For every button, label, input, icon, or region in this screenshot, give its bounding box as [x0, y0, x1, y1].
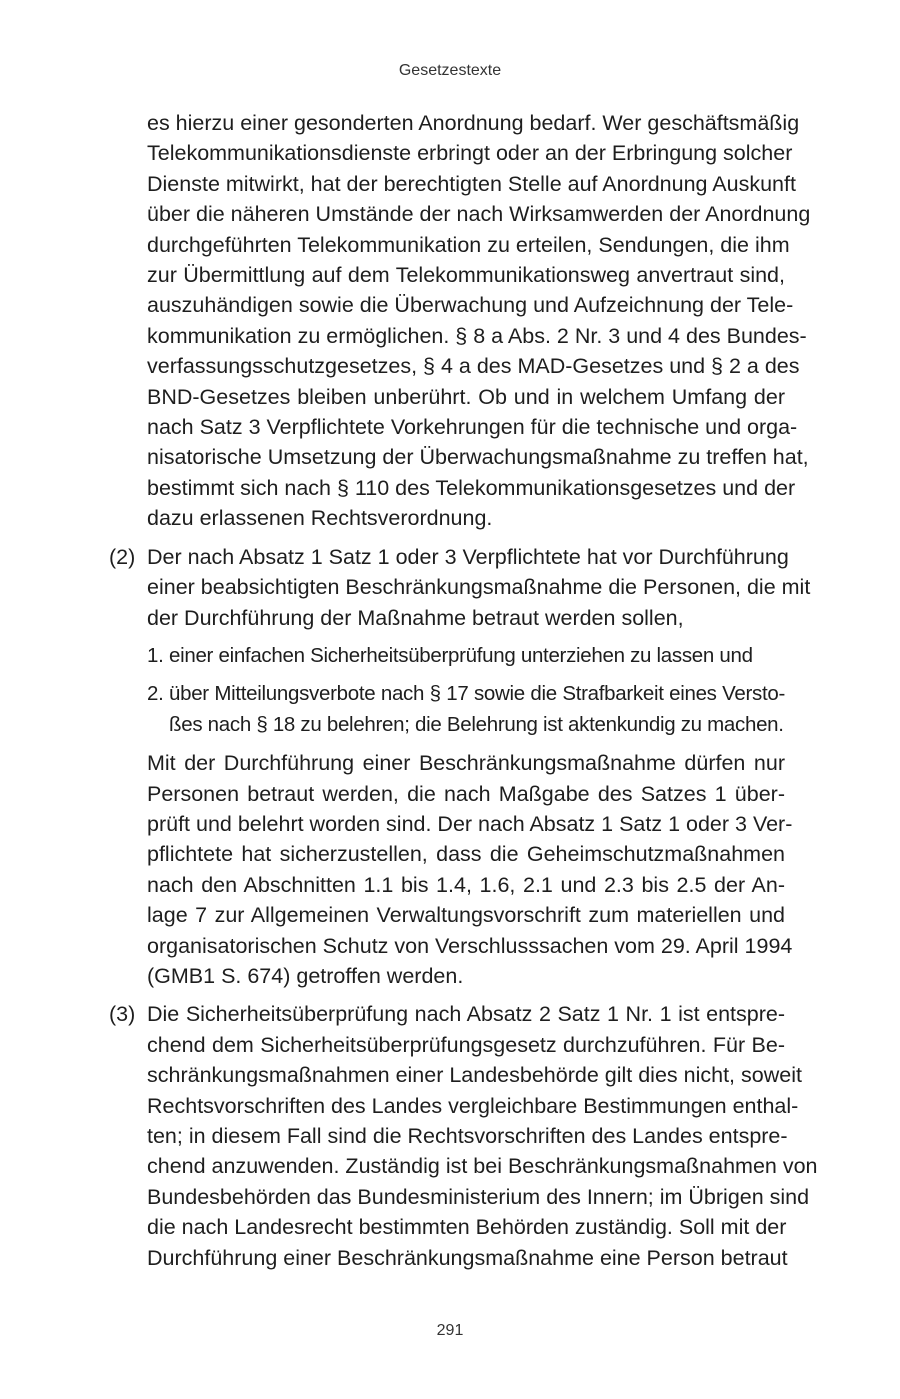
text-line: einer beabsichtigten Beschränkungsmaßnahme die Personen, die mit: [147, 575, 811, 600]
list-item-text: [169, 679, 785, 740]
text-line: organisatorischen Schutz von Verschlusssachen vom 29. April 1994: [147, 933, 793, 958]
text-line: bestimmt sich nach § 110 des Telekommunikationsgesetzes und der: [147, 475, 796, 500]
list-item-text: [169, 641, 785, 671]
text-line: Die Sicherheitsüberprüfung nach Absatz 2 Satz 1 Nr. 1 ist entspre-: [147, 1002, 785, 1027]
text-line: pflichtete hat sicherzustellen, dass die Geheimschutzmaßnahmen: [147, 842, 785, 867]
intro-paragraph: [147, 108, 811, 534]
list-marker: 1.: [147, 643, 164, 667]
text-line: Durchführung einer Beschränkungsmaßnahme eine Person betraut: [147, 1245, 788, 1270]
text-line: Der nach Absatz 1 Satz 1 oder 3 Verpflichtete hat vor Durchführung: [147, 544, 789, 569]
text-line: (GMB1 S. 674) getroffen werden.: [147, 963, 464, 988]
text-line: chend anzuwenden. Zuständig ist bei Beschränkungsmaßnahmen von: [147, 1154, 818, 1179]
running-title: Gesetzestexte: [398, 62, 502, 79]
list-marker: 2.: [147, 682, 164, 706]
text-line: nach den Abschnitten 1.1 bis 1.4, 1.6, 2.1 und 2.3 bis 2.5 der An-: [147, 872, 785, 897]
text-line: zur Übermittlung auf dem Telekommunikationsweg anvertraut sind,: [147, 263, 785, 288]
list-item: [147, 641, 785, 671]
page-number: 291: [436, 1322, 464, 1339]
paragraph-3: [109, 999, 818, 1273]
text-line: schränkungsmaßnahmen einer Landesbehörde gilt dies nicht, soweit: [147, 1063, 802, 1088]
paragraph-number: (2): [109, 544, 136, 569]
text-line: durchgeführten Telekommunikation zu erteilen, Sendungen, die ihm: [147, 232, 790, 257]
text-line: nach Satz 3 Verpflichtete Vorkehrungen für die technische und orga-: [147, 415, 798, 440]
text-line: verfassungsschutzgesetzes, § 4 a des MAD-Gesetzes und § 2 a des: [147, 354, 800, 379]
text-line: Mit der Durchführung einer Beschränkungsmaßnahme dürfen nur: [147, 751, 785, 776]
text-line: Dienste mitwirkt, hat der berechtigten Stelle auf Anordnung Auskunft: [147, 171, 796, 196]
text-line: es hierzu einer gesonderten Anordnung bedarf. Wer geschäftsmäßig: [147, 111, 800, 135]
paragraph-2-continuation: [147, 748, 793, 991]
text-line: BND-Gesetzes bleiben unberührt. Ob und in welchem Umfang der: [147, 384, 785, 409]
enumerated-list: [147, 641, 785, 740]
text-line: dazu erlassenen Rechtsverordnung.: [147, 506, 493, 531]
text-line: Rechtsvorschriften des Landes vergleichbare Bestimmungen enthal-: [147, 1093, 799, 1118]
text-line: Telekommunikationsdienste erbringt oder an der Erbringung solcher: [147, 141, 793, 166]
page-body: [109, 108, 818, 1273]
paragraph-3-text: [147, 999, 818, 1273]
text-line: über Mitteilungsverbote nach § 17 sowie die Strafbarkeit eines Versto-: [169, 682, 785, 706]
paragraph-number: (3): [109, 1002, 136, 1027]
text-line: lage 7 zur Allgemeinen Verwaltungsvorschrift zum materiellen und: [147, 903, 785, 928]
text-line: über die näheren Umstände der nach Wirksamwerden der Anordnung: [147, 202, 811, 227]
text-line: kommunikation zu ermöglichen. § 8 a Abs. 2 Nr. 3 und 4 des Bundes-: [147, 323, 807, 348]
text-line: prüft und belehrt worden sind. Der nach Absatz 1 Satz 1 oder 3 Ver-: [147, 811, 793, 836]
text-line: auszuhändigen sowie die Überwachung und Aufzeichnung der Tele-: [147, 293, 794, 318]
paragraph-2: [109, 542, 811, 992]
text-line: nisatorische Umsetzung der Überwachungsmaßnahme zu treffen hat,: [147, 445, 809, 470]
text-line: die nach Landesrecht bestimmten Behörden zuständig. Soll mit der: [147, 1215, 787, 1240]
text-line: einer einfachen Sicherheitsüberprüfung unterziehen zu lassen und: [169, 643, 753, 667]
paragraph-2-text: [147, 542, 811, 633]
text-line: ten; in diesem Fall sind die Rechtsvorschriften des Landes entspre-: [147, 1124, 788, 1148]
text-line: Bundesbehörden das Bundesministerium des Innern; im Übrigen sind: [147, 1184, 810, 1209]
list-item: [147, 679, 785, 740]
text-line: chend dem Sicherheitsüberprüfungsgesetz durchzuführen. Für Be-: [147, 1032, 785, 1057]
text-line: ßes nach § 18 zu belehren; die Belehrung ist aktenkundig zu machen.: [169, 712, 784, 736]
text-line: Personen betraut werden, die nach Maßgabe des Satzes 1 über-: [147, 781, 785, 806]
text-line: der Durchführung der Maßnahme betraut werden sollen,: [147, 605, 684, 630]
